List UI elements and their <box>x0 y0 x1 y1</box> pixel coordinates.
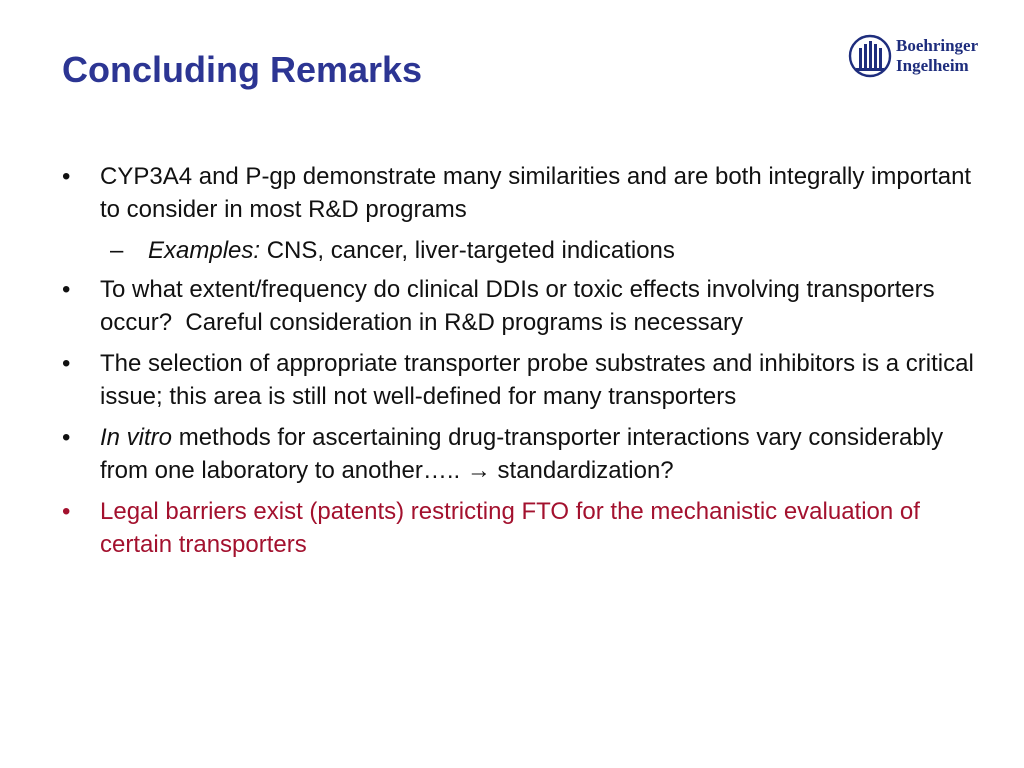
bullet-list <box>62 160 982 569</box>
bullet-marker: • <box>62 163 71 190</box>
bullet-marker: • <box>62 350 71 377</box>
bullet-marker: • <box>62 276 71 303</box>
bullet-item-1 <box>62 160 982 226</box>
slide-title: Concluding Remarks <box>62 49 423 90</box>
right-arrow-icon: → <box>466 457 491 484</box>
logo-line-1: Boehringer <box>896 36 979 55</box>
bullet-item-2 <box>62 273 982 339</box>
logo-line-2: Ingelheim <box>896 56 969 75</box>
bullet-text: methods for ascertaining drug-transporter interactions vary considerably from one laboratory to another….. <box>100 424 944 484</box>
sub-bullet-italic-prefix: Examples: <box>148 237 261 264</box>
company-logo <box>848 30 1004 82</box>
boehringer-building-logo-icon <box>848 32 892 80</box>
sub-bullet-marker: – <box>110 237 124 264</box>
bullet-item-3 <box>62 347 982 413</box>
bullet-text: The selection of appropriate transporter probe substrates and inhibitors is a critical issue; this area is still not well-defined for many transporters <box>100 350 974 410</box>
bullet-item-4 <box>62 421 982 487</box>
sub-bullet-item <box>62 234 982 267</box>
bullet-marker: • <box>62 498 71 525</box>
sub-bullet-text: CNS, cancer, liver-targeted indications <box>260 237 675 264</box>
bullet-text: CYP3A4 and P-gp demonstrate many similarities and are both integrally important to consider in most R&D programs <box>100 163 972 223</box>
bullet-marker: • <box>62 424 71 451</box>
logo-wordmark <box>896 36 978 76</box>
bullet-text: To what extent/frequency do clinical DDIs or toxic effects involving transporters occur? Careful consideration in R&D programs is necessary <box>100 276 942 336</box>
bullet-suffix: standardization? <box>490 457 674 484</box>
bullet-item-5-highlighted <box>62 495 982 561</box>
bullet-italic-prefix: In vitro <box>100 424 173 451</box>
bullet-text: Legal barriers exist (patents) restricting FTO for the mechanistic evaluation of certain transporters <box>100 498 920 558</box>
